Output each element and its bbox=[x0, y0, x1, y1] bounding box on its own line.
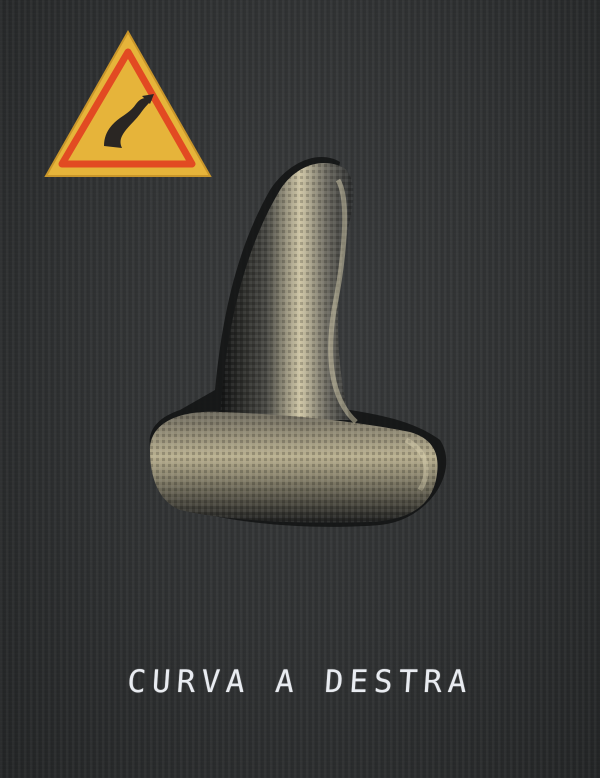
caption-text: CURVA A DESTRA bbox=[126, 664, 474, 700]
relief-sculpture bbox=[120, 140, 480, 560]
